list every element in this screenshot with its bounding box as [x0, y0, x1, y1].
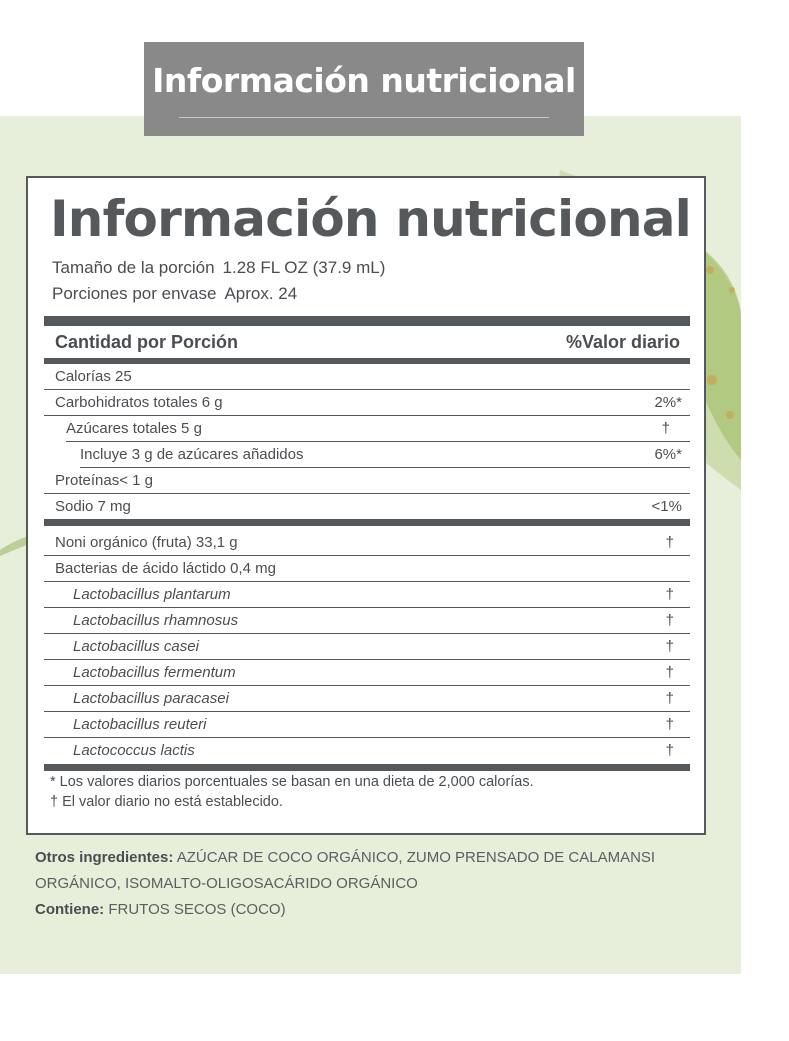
other-ingredients	[35, 845, 675, 897]
nutrient-row: Carbohidratos totales 6 g 2%*	[44, 390, 690, 416]
ingredient-row: Lactobacillus plantarum †	[44, 582, 690, 608]
ingredient-row: Lactococcus lactis †	[73, 742, 674, 759]
servings-per-container	[52, 284, 297, 304]
header-banner	[144, 42, 584, 136]
ingredient-row: Lactobacillus paracasei †	[44, 686, 690, 712]
contains-value: FRUTOS SECOS (COCO)	[108, 901, 286, 918]
other-ingredients-label: Otros ingredientes:	[35, 849, 174, 866]
nutrient-row: Incluye 3 g de azúcares añadidos 6%*	[80, 442, 690, 468]
ingredient-row: Lactobacillus reuteri †	[44, 712, 690, 738]
label-title: Información nutricional	[50, 190, 692, 248]
ingredient-row: Noni orgánico (fruta) 33,1 g †	[44, 530, 690, 556]
medium-divider	[44, 519, 690, 526]
ingredient-row: Lactobacillus fermentum †	[44, 660, 690, 686]
ingredient-row: Lactobacillus casei †	[44, 634, 690, 660]
nutrient-row: Sodio 7 mg <1%	[55, 498, 682, 515]
ingredient-row: Lactobacillus rhamnosus †	[44, 608, 690, 634]
serving-size-label: Tamaño de la porción	[52, 258, 215, 277]
column-header	[44, 326, 690, 358]
serving-size	[52, 258, 385, 278]
daily-value-heading: %Valor diario	[565, 332, 680, 352]
medium-divider	[44, 764, 690, 771]
other-ingredients-value: AZÚCAR DE COCO ORGÁNICO, ZUMO PRENSADO DE CALAMANSI ORGÁNICO, ISOMALTO-OLIGOSACÁRIDO ORGÁNICO	[35, 849, 656, 892]
footnote-not-established: † El valor diario no está establecido.	[50, 794, 283, 810]
nutrition-label	[26, 176, 706, 835]
footnote-daily-value: * Los valores diarios porcentuales se basan en una dieta de 2,000 calorías.	[50, 774, 534, 790]
amount-per-serving-heading: Cantidad por Porción	[55, 332, 239, 352]
nutrient-row: Calorías 25	[44, 364, 690, 390]
header-title: Información nutricional	[152, 61, 576, 100]
serving-size-value: 1.28 FL OZ (37.9 mL)	[222, 258, 386, 277]
ingredient-row: Bacterias de ácido láctido 0,4 mg	[44, 556, 690, 582]
servings-label: Porciones por envase	[52, 284, 217, 303]
contains-label: Contiene:	[35, 901, 105, 918]
header-divider	[179, 117, 549, 118]
thick-divider	[44, 316, 690, 326]
servings-value: Aprox. 24	[224, 284, 298, 303]
nutrient-row: Proteínas< 1 g	[44, 468, 690, 494]
nutrient-row: Azúcares totales 5 g †	[66, 416, 690, 442]
contains	[35, 897, 675, 923]
